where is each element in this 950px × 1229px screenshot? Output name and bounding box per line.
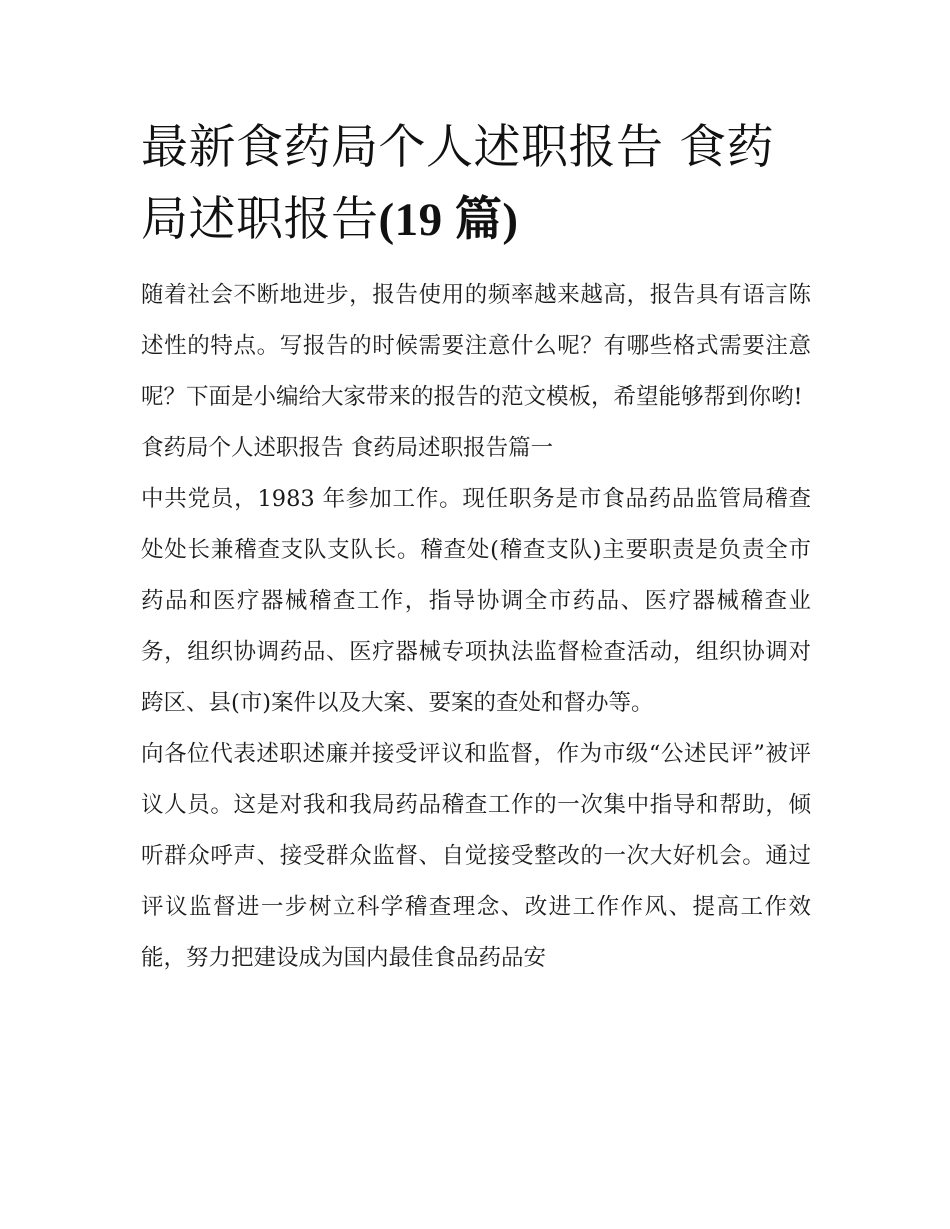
- document-content: [141, 112, 811, 984]
- intro-paragraph: 随着社会不断地进步，报告使用的频率越来越高，报告具有语言陈述性的特点。写报告的时候需要注意什么呢？有哪些格式需要注意呢？下面是小编给大家带来的报告的范文模板，希望能够帮到你哟!: [141, 282, 811, 410]
- title-count: (19 篇): [378, 194, 519, 246]
- body-paragraph-2: 向各位代表述职述廉并接受评议和监督，作为市级“公述民评”被评议人员。这是对我和我局药品稽查工作的一次集中指导和帮助，倾听群众呼声、接受群众监督、自觉接受整改的一次大好机会。通过评议监督进一步树立科学稽查理念、改进工作作风、提高工作效能，努力把建设成为国内最佳食品药品安: [141, 741, 811, 971]
- title-main: 最新食药局个人述职报告 食药局述职报告: [141, 120, 774, 247]
- section-heading: 食药局个人述职报告 食药局述职报告篇一: [141, 435, 554, 461]
- body-paragraph-1: 中共党员，1983 年参加工作。现任职务是市食品药品监管局稽查处处长兼稽查支队支队长。稽查处(稽查支队)主要职责是负责全市药品和医疗器械稽查工作，指导协调全市药品、医疗器械稽查业务，组织协调药品、医疗器械专项执法监督检查活动，组织协调对跨区、县(市)案件以及大案、要案的查处和督办等。: [141, 486, 811, 716]
- document-title: [141, 112, 811, 256]
